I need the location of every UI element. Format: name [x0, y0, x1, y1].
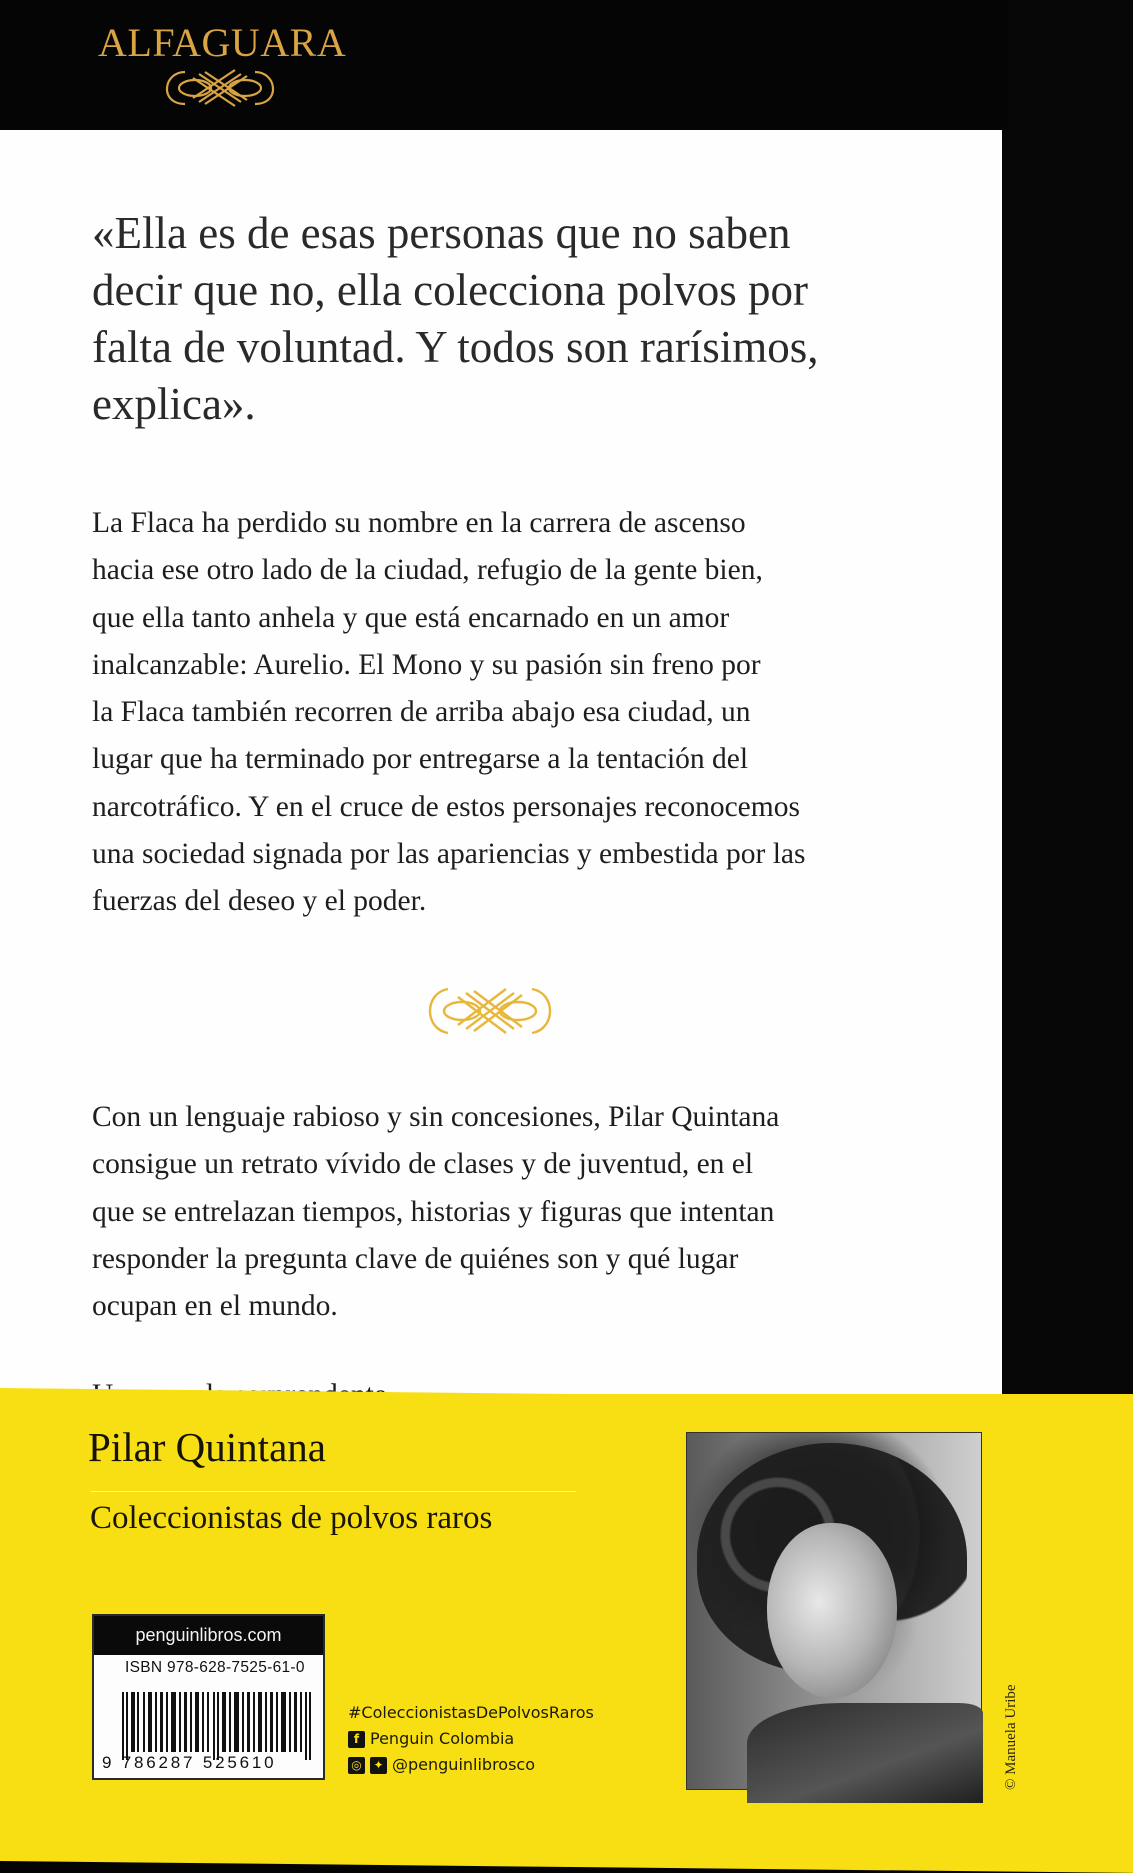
text-line: que se entrelazan tiempos, historias y figuras que intentan: [92, 1195, 775, 1228]
right-black-band: [1002, 0, 1133, 1400]
photo-shoulder: [747, 1703, 983, 1803]
text-line: lugar que ha terminado por entregarse a la tentación del: [92, 743, 749, 776]
website-label: penguinlibros.com: [94, 1616, 323, 1655]
barcode-digits: 9 786287 525610: [102, 1753, 277, 1772]
handle-text: @penguinlibrosco: [392, 1755, 536, 1774]
knot-ornament-icon: [155, 66, 285, 110]
text-line: La Flaca ha perdido su nombre en la carrera de ascenso: [92, 507, 746, 539]
band-divider: [90, 1491, 576, 1492]
hashtag-row: [348, 1700, 594, 1726]
photo-credit: © Manuela Uribe: [1003, 1684, 1019, 1790]
text-line: narcotráfico. Y en el cruce de estos personajes reconocemos: [92, 790, 800, 823]
instagram-twitter-row: [348, 1752, 594, 1778]
instagram-icon: ◎: [348, 1757, 365, 1774]
text-line: ocupan en el mundo.: [92, 1290, 338, 1323]
text-line: responder la pregunta clave de quiénes son y qué lugar: [92, 1242, 739, 1275]
isbn-label: ISBN 978-628-7525-61-0: [125, 1659, 305, 1676]
text-line: fuerzas del deseo y el poder.: [92, 885, 427, 918]
book-title: Coleccionistas de polvos raros: [90, 1500, 493, 1536]
author-name: Pilar Quintana: [88, 1424, 326, 1470]
text-line: hacia ese otro lado de la ciudad, refugio de la gente bien,: [92, 554, 763, 587]
quote-line: explica».: [92, 379, 256, 429]
text-line: inalcanzable: Aurelio. El Mono y su pasión sin freno por: [92, 648, 761, 681]
twitter-icon: ✦: [370, 1757, 387, 1774]
synopsis-paragraph-1: [92, 500, 902, 926]
photo-face: [767, 1523, 897, 1698]
clipped-text-line: [92, 1372, 792, 1390]
quote-line: «Ella es de esas personas que no saben: [92, 208, 791, 258]
text-line: Con un lenguaje rabioso y sin concesiones, Pilar Quintana: [92, 1101, 780, 1133]
synopsis-paragraph-2: [92, 1094, 902, 1330]
facebook-row: [348, 1726, 594, 1752]
text-line: la Flaca también recorren de arriba abajo esa ciudad, un: [92, 696, 751, 729]
facebook-icon: f: [348, 1731, 365, 1748]
quote-line: decir que no, ella colecciona polvos por: [92, 265, 808, 315]
barcode-icon: [122, 1692, 312, 1760]
knot-divider-icon: [422, 985, 558, 1037]
social-links: [348, 1700, 594, 1778]
author-photo: [686, 1432, 982, 1790]
pull-quote: [92, 205, 892, 433]
facebook-text: Penguin Colombia: [370, 1729, 515, 1748]
publisher-name: ALFAGUARA: [98, 20, 347, 65]
publisher-logo: [98, 20, 347, 110]
quote-line: falta de voluntad. Y todos son rarísimos,: [92, 322, 819, 372]
text-line: una sociedad signada por las apariencias y embestida por las: [92, 838, 806, 871]
hashtag-text: #ColeccionistasDePolvosRaros: [348, 1703, 594, 1722]
text-line: consigue un retrato vívido de clases y de juventud, en el: [92, 1148, 754, 1181]
text-line: que ella tanto anhela y que está encarnado en un amor: [92, 601, 730, 634]
barcode-block: [92, 1614, 325, 1780]
